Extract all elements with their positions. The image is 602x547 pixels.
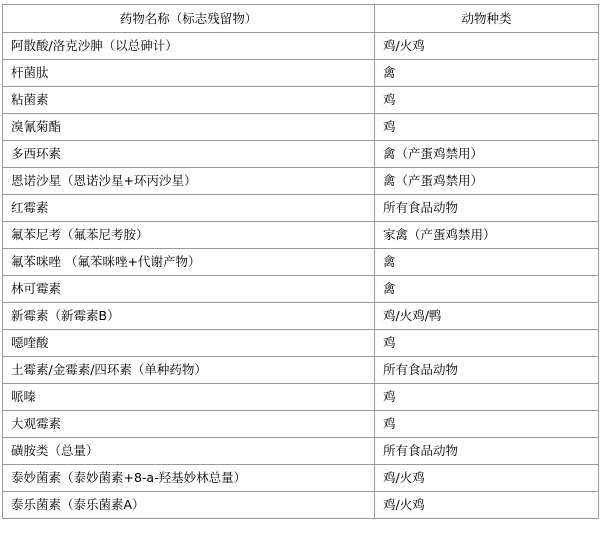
table-row [3,330,599,357]
cell-drug-name: 阿散酸/洛克沙胂（以总砷计） [3,33,375,60]
cell-animal-species: 鸡 [375,330,599,357]
cell-animal-species: 所有食品动物 [375,195,599,222]
cell-animal-species: 鸡/火鸡/鸭 [375,303,599,330]
cell-drug-name: 磺胺类（总量） [3,438,375,465]
column-header-drug-name: 药物名称（标志残留物） [3,5,375,33]
table-body [3,5,599,519]
cell-drug-name: 土霉素/金霉素/四环素（单种药物） [3,357,375,384]
table-row [3,438,599,465]
cell-animal-species: 鸡/火鸡 [375,465,599,492]
table-row [3,384,599,411]
table-row [3,195,599,222]
table-row [3,492,599,519]
cell-animal-species: 禽 [375,276,599,303]
cell-drug-name: 噁喹酸 [3,330,375,357]
cell-drug-name: 红霉素 [3,195,375,222]
cell-animal-species: 鸡 [375,114,599,141]
table-row [3,60,599,87]
table-row [3,222,599,249]
table-row [3,411,599,438]
cell-drug-name: 杆菌肽 [3,60,375,87]
cell-drug-name: 溴氰菊酯 [3,114,375,141]
table-row [3,114,599,141]
table-header-row [3,5,599,33]
cell-animal-species: 鸡 [375,384,599,411]
table-row [3,357,599,384]
table-row [3,303,599,330]
cell-drug-name: 大观霉素 [3,411,375,438]
table-row [3,168,599,195]
cell-animal-species: 鸡/火鸡 [375,33,599,60]
cell-animal-species: 所有食品动物 [375,438,599,465]
table-row [3,276,599,303]
table-row [3,87,599,114]
cell-animal-species: 禽 [375,249,599,276]
drug-residue-table [2,4,599,519]
cell-animal-species: 鸡 [375,87,599,114]
cell-drug-name: 恩诺沙星（恩诺沙星+环丙沙星） [3,168,375,195]
cell-drug-name: 泰乐菌素（泰乐菌素A） [3,492,375,519]
cell-drug-name: 新霉素（新霉素B） [3,303,375,330]
cell-animal-species: 禽（产蛋鸡禁用） [375,168,599,195]
cell-drug-name: 氟苯尼考（氟苯尼考胺） [3,222,375,249]
cell-animal-species: 禽（产蛋鸡禁用） [375,141,599,168]
table-row [3,465,599,492]
cell-drug-name: 泰妙菌素（泰妙菌素+8-a-羟基妙林总量） [3,465,375,492]
table-row [3,249,599,276]
cell-animal-species: 禽 [375,60,599,87]
cell-drug-name: 多西环素 [3,141,375,168]
column-header-animal-species: 动物种类 [375,5,599,33]
cell-drug-name: 林可霉素 [3,276,375,303]
cell-animal-species: 鸡 [375,411,599,438]
cell-drug-name: 粘菌素 [3,87,375,114]
cell-animal-species: 鸡/火鸡 [375,492,599,519]
cell-animal-species: 家禽（产蛋鸡禁用） [375,222,599,249]
table-row [3,33,599,60]
cell-drug-name: 哌嗪 [3,384,375,411]
cell-animal-species: 所有食品动物 [375,357,599,384]
cell-drug-name: 氟苯咪唑 （氟苯咪唑+代谢产物） [3,249,375,276]
table-row [3,141,599,168]
